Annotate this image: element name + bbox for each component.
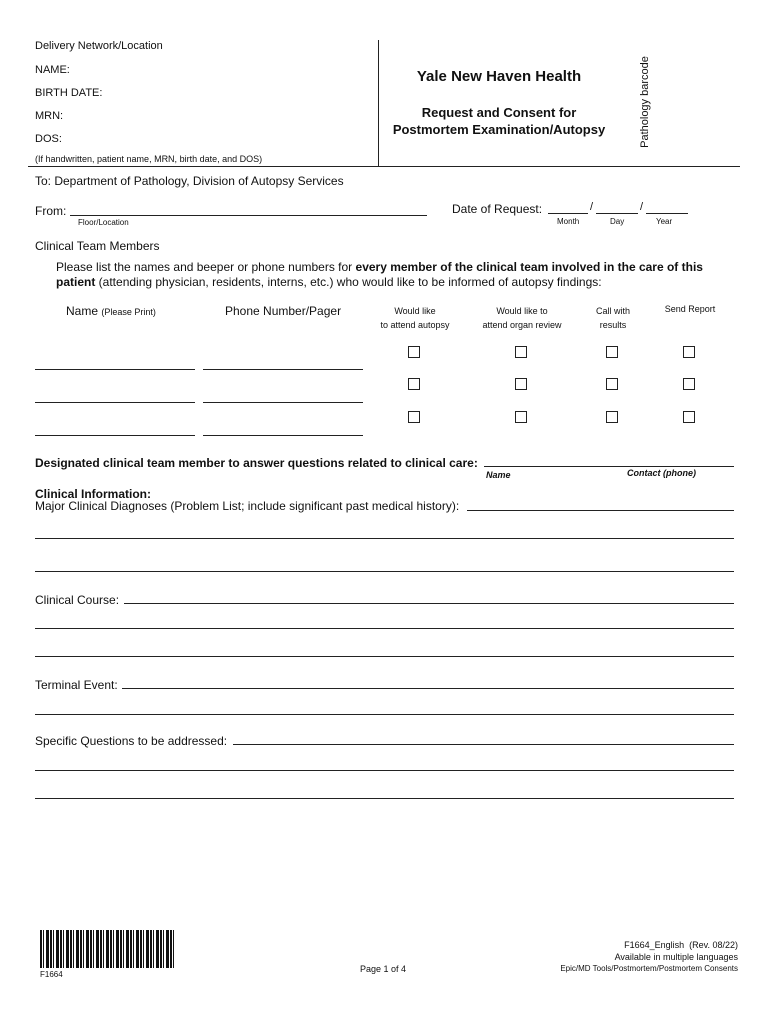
major-diagnoses-input-3[interactable] [35, 571, 734, 572]
header-bottom-rule [28, 166, 740, 167]
designated-contact-caption: Contact (phone) [627, 468, 696, 478]
call-results-checkbox-2[interactable] [606, 378, 618, 390]
team-name-input-2[interactable] [35, 402, 195, 403]
floor-location-label: Floor/Location [78, 218, 129, 227]
designated-member-input[interactable] [484, 466, 734, 467]
clinical-information-heading: Clinical Information: [35, 487, 152, 501]
team-phone-input-2[interactable] [203, 402, 363, 403]
clinical-course-input-1[interactable] [124, 603, 734, 604]
organization-name: Yale New Haven Health [416, 68, 582, 85]
major-diagnoses-input-1[interactable] [467, 510, 734, 511]
col-header-attend-autopsy: Would like to attend autopsy [380, 306, 450, 330]
date-month-input[interactable] [548, 213, 588, 214]
col-header-call-results: Call with results [595, 306, 630, 330]
major-diagnoses-label: Major Clinical Diagnoses (Problem List; include significant past medical history): [35, 499, 460, 513]
team-phone-input-3[interactable] [203, 435, 363, 436]
date-day-input[interactable] [596, 213, 638, 214]
attend-autopsy-checkbox-2[interactable] [408, 378, 420, 390]
form-title-line1: Request and Consent for [421, 105, 577, 120]
specific-questions-label: Specific Questions to be addressed: [35, 734, 228, 748]
to-line: To: Department of Pathology, Division of Autopsy Services [35, 174, 344, 188]
send-report-checkbox-1[interactable] [683, 346, 695, 358]
form-barcode [40, 930, 174, 968]
date-slash-1: / [590, 201, 594, 213]
terminal-event-label: Terminal Event: [35, 678, 118, 692]
col-header-organ-review: Would like to attend organ review [482, 306, 562, 330]
dos-label: DOS: [35, 133, 62, 145]
header-divider [378, 40, 379, 166]
specific-questions-input-3[interactable] [35, 798, 734, 799]
team-name-input-3[interactable] [35, 435, 195, 436]
form-revision-info: F1664_English (Rev. 08/22) Available in multiple languages Epic/MD Tools/Postmortem/Postmortem Consents [560, 940, 738, 973]
page-number: Page 1 of 4 [360, 964, 407, 974]
team-name-input-1[interactable] [35, 369, 195, 370]
terminal-event-input-1[interactable] [122, 688, 734, 689]
birth-date-label: BIRTH DATE: [35, 87, 103, 99]
organ-review-checkbox-1[interactable] [515, 346, 527, 358]
date-of-request-label: Date of Request: [452, 202, 543, 216]
send-report-checkbox-2[interactable] [683, 378, 695, 390]
form-code-label: F1664 [40, 970, 63, 979]
team-phone-input-1[interactable] [203, 369, 363, 370]
clinical-course-input-3[interactable] [35, 656, 734, 657]
designated-name-caption: Name [486, 470, 511, 480]
patient-name-label: NAME: [35, 64, 70, 76]
attend-autopsy-checkbox-3[interactable] [408, 411, 420, 423]
organ-review-checkbox-3[interactable] [515, 411, 527, 423]
col-header-phone: Phone Number/Pager [225, 304, 342, 318]
month-label: Month [557, 217, 580, 226]
designated-member-label: Designated clinical team member to answer questions related to clinical care: [35, 456, 478, 470]
delivery-network-label: Delivery Network/Location [35, 40, 163, 52]
organ-review-checkbox-2[interactable] [515, 378, 527, 390]
from-input[interactable] [70, 215, 427, 216]
date-slash-2: / [640, 201, 644, 213]
team-instructions: Please list the names and beeper or phone numbers for every member of the clinical team involved in the care of this patient (attending physician, residents, interns, etc.) who would like to be informed of autopsy findings: [56, 260, 703, 289]
mrn-label: MRN: [35, 110, 64, 122]
day-label: Day [610, 217, 625, 226]
clinical-course-label: Clinical Course: [35, 593, 120, 607]
call-results-checkbox-1[interactable] [606, 346, 618, 358]
attend-autopsy-checkbox-1[interactable] [408, 346, 420, 358]
send-report-checkbox-3[interactable] [683, 411, 695, 423]
from-label: From: [35, 204, 67, 218]
year-label: Year [656, 217, 673, 226]
pathology-barcode-label: Pathology barcode [639, 56, 651, 148]
col-header-send-report: Send Report [664, 304, 716, 314]
handwritten-note: (If handwritten, patient name, MRN, birth date, and DOS) [35, 154, 263, 164]
col-header-name: Name (Please Print) [66, 304, 156, 318]
clinical-course-input-2[interactable] [35, 628, 734, 629]
specific-questions-input-1[interactable] [233, 744, 734, 745]
form-title-line2: Postmortem Examination/Autopsy [392, 122, 606, 137]
date-year-input[interactable] [646, 213, 688, 214]
clinical-team-heading: Clinical Team Members [35, 239, 160, 253]
specific-questions-input-2[interactable] [35, 770, 734, 771]
major-diagnoses-input-2[interactable] [35, 538, 734, 539]
terminal-event-input-2[interactable] [35, 714, 734, 715]
call-results-checkbox-3[interactable] [606, 411, 618, 423]
